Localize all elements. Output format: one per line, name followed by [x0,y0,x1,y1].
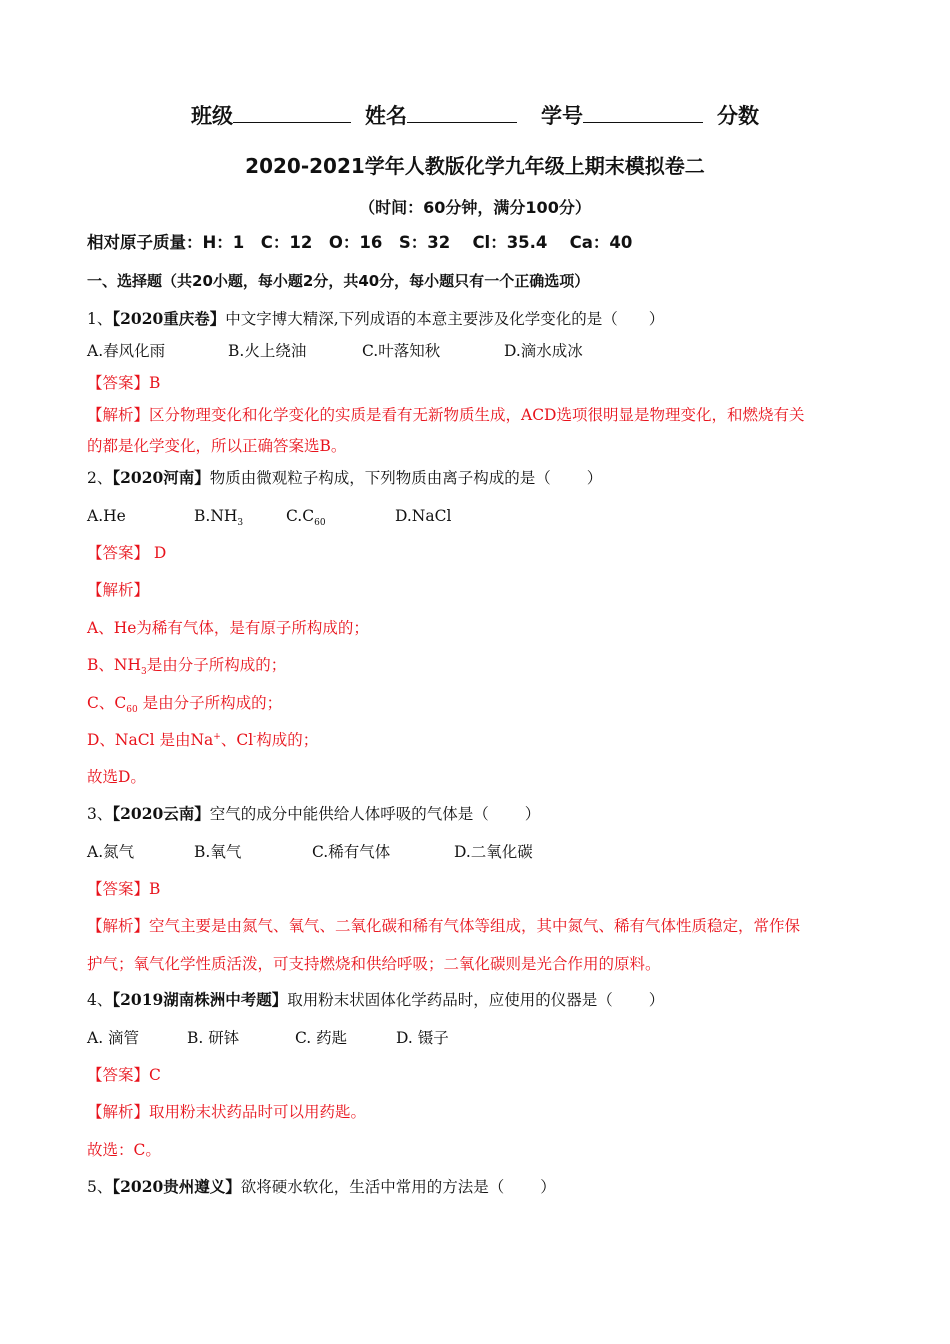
option-d: D. 镊子 [396,1029,449,1047]
question-source: 【2020云南】 [112,804,210,823]
question-source: 【2020河南】 [112,468,210,487]
analysis-2-conclusion: 故选D。 [87,768,146,786]
analysis-2-head: 【解析】 [87,581,150,599]
option-c: C.叶落知秋 [362,342,441,360]
class-label: 班级 [191,104,233,128]
question-number: 4、 [87,991,113,1009]
option-d: D.NaCl [395,507,452,525]
question-1-options [87,341,583,361]
id-label: 学号 [541,104,583,128]
option-d: D.二氧化碳 [454,843,533,861]
question-source: 【2019湖南株洲中考题】 [112,990,288,1009]
question-stem: 空气的成分中能供给人体呼吸的气体是（ ） [209,805,541,823]
option-a: A. 滴管 [87,1029,140,1047]
question-1 [87,309,664,329]
question-stem: 物质由微观粒子构成，下列物质由离子构成的是（ ） [209,469,603,487]
question-stem: 取用粉末状固体化学药品时，应使用的仪器是（ ） [287,991,665,1009]
answer-3: 【答案】B [87,880,161,898]
question-3-options [87,842,533,862]
question-number: 1、 [87,310,113,328]
analysis-2-line-a: A、He为稀有气体，是有原子所构成的； [87,619,369,637]
analysis-1-line-2: 的都是化学变化，所以正确答案选B。 [87,437,347,455]
id-blank[interactable] [583,102,703,123]
exam-subtitle: （时间：60分钟，满分100分） [359,198,591,217]
analysis-2-line-d: D、NaCl 是由Na+、Cl-构成的； [87,731,319,749]
analysis-4: 【解析】取用粉末状药品时可以用药匙。 [87,1103,367,1121]
option-d: D.滴水成冰 [504,342,583,360]
section-heading: 一、选择题（共20小题，每小题2分，共40分，每小题只有一个正确选项） [87,272,590,290]
analysis-2-line-b: B、$NH_3$是由分子所构成的； [87,656,287,678]
answer-1: 【答案】B [87,374,161,392]
option-c: $C.C_{60}$ [286,507,326,529]
answer-4: 【答案】C [87,1066,161,1084]
analysis-3-line-1: 【解析】空气主要是由氮气、氧气、二氧化碳和稀有气体等组成，其中氮气、稀有气体性质稳定，常作保 [87,917,801,935]
question-number: 5、 [87,1178,113,1196]
option-b: B. 研钵 [187,1029,240,1047]
student-info-header [0,100,950,130]
question-number: 3、 [87,805,113,823]
question-source: 【2020贵州遵义】 [112,1177,241,1196]
atomic-mass-line: 相对原子质量：H：1 C：12 O：16 S：32 Cl：35.4 Ca：40 [87,233,633,252]
question-3 [87,804,540,824]
option-b: B.氧气 [194,843,242,861]
question-number: 2、 [87,469,113,487]
answer-2: 【答案】 D [87,544,167,562]
analysis-1-line-1: 【解析】区分物理变化和化学变化的实质是看有无新物质生成，ACD选项很明显是物理变化，和燃烧有关 [87,406,805,424]
analysis-2-line-c: C、$C_{60}$ 是由分子所构成的； [87,694,283,716]
option-a: A.氮气 [87,843,135,861]
name-blank[interactable] [407,102,517,123]
option-b: $B.NH_3$ [194,507,244,529]
option-c: C.稀有气体 [312,843,391,861]
analysis-4-conclusion: 故选：C。 [87,1141,161,1159]
question-2-options [87,506,452,529]
score-label: 分数 [717,104,759,128]
class-blank[interactable] [233,102,351,123]
question-4 [87,990,664,1010]
question-5 [87,1177,556,1197]
option-b: B.火上绕油 [228,342,307,360]
question-stem: 中文字博大精深,下列成语的本意主要涉及化学变化的是（ ） [225,310,665,328]
question-2 [87,468,602,488]
name-label: 姓名 [365,104,407,128]
question-source: 【2020重庆卷】 [112,309,226,328]
analysis-3-line-2: 护气；氧气化学性质活泼，可支持燃烧和供给呼吸；二氧化碳则是光合作用的原料。 [87,955,661,973]
option-a: A.春风化雨 [87,342,166,360]
question-4-options [87,1028,449,1048]
option-a: A.He [87,507,126,525]
question-stem: 欲将硬水软化，生活中常用的方法是（ ） [240,1178,556,1196]
option-c: C. 药匙 [295,1029,348,1047]
exam-title: 2020-2021学年人教版化学九年级上期末模拟卷二 [245,154,705,178]
